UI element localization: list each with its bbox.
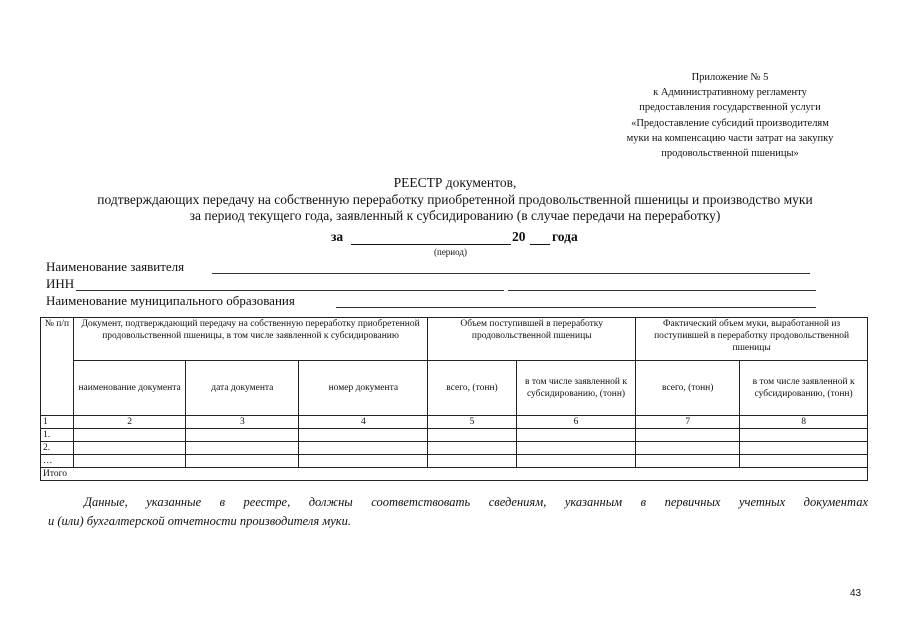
- column-number: 4: [299, 416, 428, 429]
- table-cell[interactable]: [186, 442, 299, 455]
- table-cell[interactable]: [299, 442, 428, 455]
- subheader-volume-subsidy: в том числе заявленной к субсидированию, (тонн): [516, 361, 635, 416]
- title-line: за период текущего года, заявленный к субсидированию (в случае передачи на переработку): [189, 208, 721, 223]
- table-cell[interactable]: [636, 455, 740, 468]
- table-cell[interactable]: [428, 429, 517, 442]
- municipality-label: Наименование муниципального образования: [46, 293, 295, 308]
- header-volume: Объем поступившей в переработку продовольственной пшеницы: [428, 318, 636, 361]
- table-cell[interactable]: [299, 455, 428, 468]
- applicant-field[interactable]: [212, 273, 810, 274]
- table-header-row: [41, 318, 868, 361]
- subheader-doc-name: наименование документа: [73, 361, 185, 416]
- total-row: [41, 468, 868, 481]
- table-cell[interactable]: [299, 429, 428, 442]
- period-caption: (период): [434, 247, 467, 257]
- appendix-line: Приложение № 5: [691, 72, 769, 83]
- table-cell[interactable]: [73, 429, 185, 442]
- subheader-volume-total: всего, (тонн): [428, 361, 517, 416]
- title-line: подтверждающих передачу на собственную переработку приобретенной продовольственной пшеницы и производство муки: [97, 191, 813, 207]
- column-number: 8: [740, 416, 868, 429]
- row-number: 1.: [41, 429, 74, 442]
- subheader-flour-total: всего, (тонн): [636, 361, 740, 416]
- table-cell[interactable]: [740, 455, 868, 468]
- appendix-line: предоставления государственной услуги: [639, 102, 821, 114]
- table-cell[interactable]: [516, 429, 635, 442]
- footnote-line: Данные, указанные в реестре, должны соответствовать сведениям, указанным в первичных учетных документах: [84, 495, 868, 509]
- footnote: [48, 493, 868, 531]
- period-za-label: за: [331, 229, 344, 244]
- applicant-label: Наименование заявителя: [46, 259, 185, 274]
- column-number: 5: [428, 416, 517, 429]
- page-number: 43: [850, 588, 862, 599]
- table-cell[interactable]: [740, 442, 868, 455]
- column-number: 3: [186, 416, 299, 429]
- table-cell[interactable]: [428, 455, 517, 468]
- subheader-flour-subsidy: в том числе заявленной к субсидированию, (тонн): [740, 361, 868, 416]
- inn-field[interactable]: [76, 290, 504, 291]
- municipality-field[interactable]: [336, 307, 816, 308]
- inn-label: ИНН: [46, 276, 75, 291]
- header-flour: Фактический объем муки, выработанной из поступившей в переработку продовольственной пшеницы: [636, 318, 868, 361]
- table-cell[interactable]: [186, 455, 299, 468]
- table-subheader-row: [41, 361, 868, 416]
- footnote-line: и (или) бухгалтерской отчетности производителя муки.: [48, 514, 352, 528]
- table-row: [41, 455, 868, 468]
- column-number-row: [41, 416, 868, 429]
- appendix-line: продовольственной пшеницы»: [661, 148, 799, 160]
- appendix-line: муки на компенсацию части затрат на закупку: [626, 132, 834, 144]
- row-number: 2.: [41, 442, 74, 455]
- appendix-header: [560, 70, 900, 161]
- document-title: [40, 175, 870, 225]
- header-num: № п/п: [41, 318, 74, 416]
- inn-field-extra[interactable]: [508, 290, 816, 291]
- header-document: Документ, подтверждающий передачу на собственную переработку приобретенной продовольственной пшеницы, в том числе заявленной к субсидированию: [73, 318, 427, 361]
- column-number: 1: [41, 416, 74, 429]
- table-cell[interactable]: [186, 429, 299, 442]
- registry-table: [40, 317, 868, 481]
- table-cell[interactable]: [516, 442, 635, 455]
- table-row: [41, 442, 868, 455]
- column-number: 7: [636, 416, 740, 429]
- row-number: …: [41, 455, 74, 468]
- appendix-line: к Административному регламенту: [653, 87, 807, 99]
- total-label: Итого: [41, 468, 868, 481]
- year-label: года: [552, 229, 578, 244]
- column-number: 6: [516, 416, 635, 429]
- appendix-line: «Предоставление субсидий производителям: [631, 117, 829, 129]
- title-line: РЕЕСТР документов,: [393, 175, 517, 190]
- table-cell[interactable]: [516, 455, 635, 468]
- column-number: 2: [73, 416, 185, 429]
- period-blank[interactable]: [351, 244, 511, 245]
- table-cell[interactable]: [636, 442, 740, 455]
- table-row: [41, 429, 868, 442]
- table-cell[interactable]: [428, 442, 517, 455]
- table-cell[interactable]: [73, 455, 185, 468]
- table-cell[interactable]: [740, 429, 868, 442]
- year-prefix: 20: [512, 229, 526, 244]
- year-blank[interactable]: [530, 244, 550, 245]
- table-cell[interactable]: [636, 429, 740, 442]
- table-cell[interactable]: [73, 442, 185, 455]
- subheader-doc-number: номер документа: [299, 361, 428, 416]
- subheader-doc-date: дата документа: [186, 361, 299, 416]
